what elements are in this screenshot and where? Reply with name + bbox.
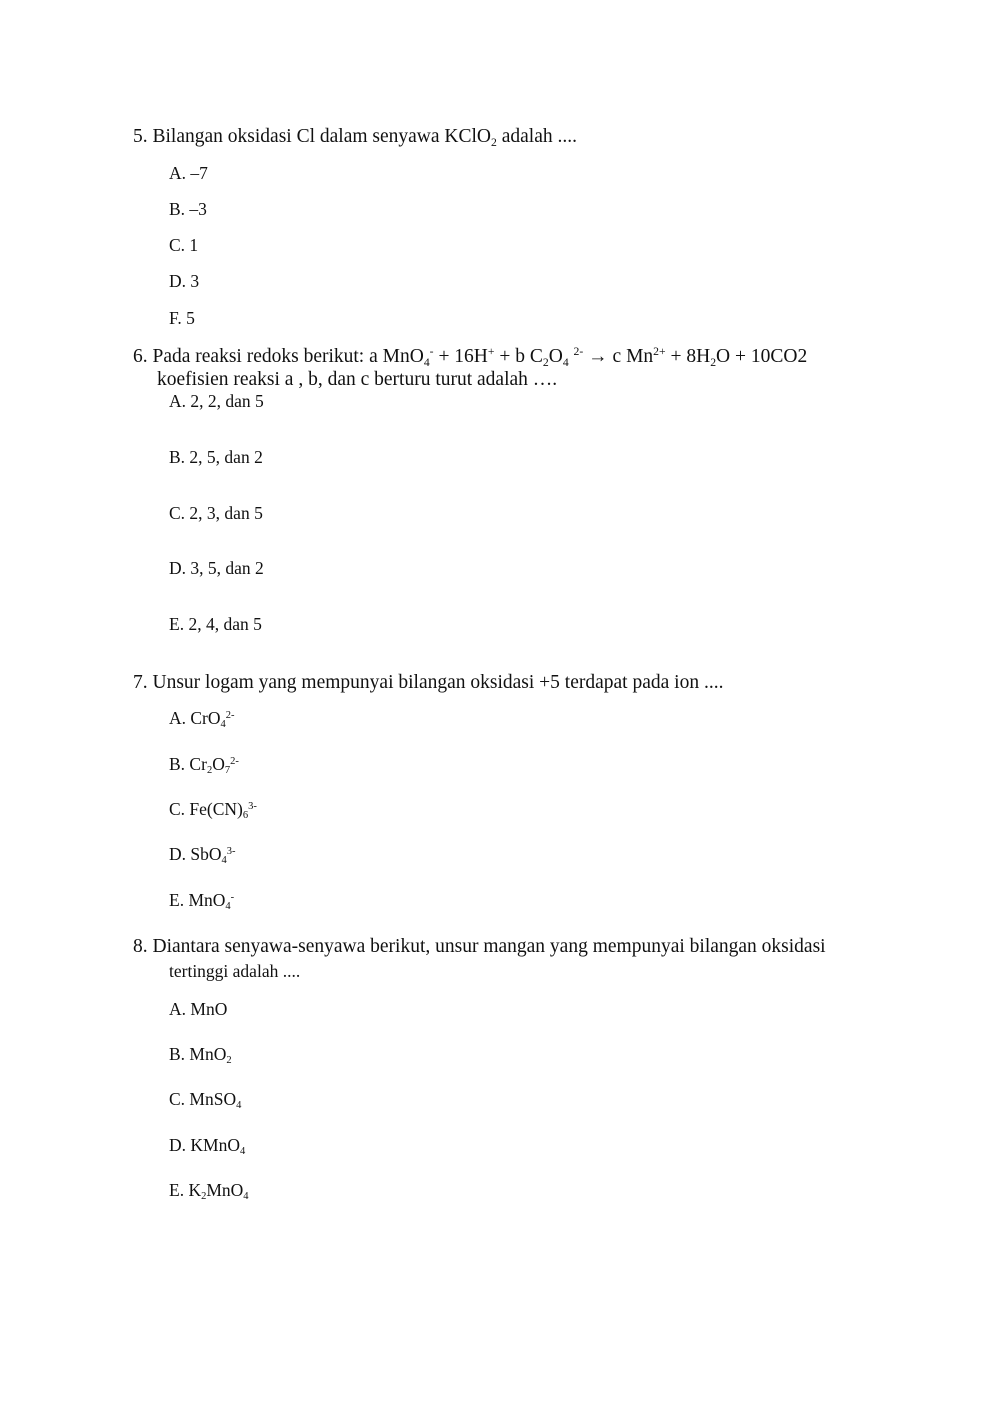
question-7-option-b[interactable]: B. $Cr_2O_7^{2-}$ [169,754,239,777]
question-5-option-f[interactable]: F. 5 [169,308,195,328]
question-7-option-d[interactable]: D. SbO$_4^{3-}$ [169,844,236,867]
question-8-stem-line1: 8. Diantara senyawa-senyawa berikut, unsur mangan yang mempunyai bilangan oksidasi [133,936,826,957]
question-8-option-e[interactable]: E. $K_2MnO_4$ [169,1180,249,1203]
question-8-option-d[interactable]: D. KMnO$_4$ [169,1135,246,1158]
question-6-option-a[interactable]: A. 2, 2, dan 5 [169,391,264,411]
question-8-option-a[interactable]: A. MnO [169,999,228,1019]
question-7-option-a[interactable]: A. CrO$_4^{2-}$ [169,708,235,731]
question-7-stem: 7. Unsur logam yang mempunyai bilangan oksidasi +5 terdapat pada ion .... [133,672,724,693]
question-5-stem: 5. Bilangan oksidasi Cl dalam senyawa KClO$_2$ adalah .... [133,126,577,149]
question-6-stem-line1: 6. Pada reaksi redoks berikut: a MnO$_4$- + 16H+ + b $C_2O_4$ $^{2-}$ → c $Mn^{2+} + 8H_2O + 10CO2$ [133,344,808,369]
question-8-option-b[interactable]: B. MnO$_2$ [169,1044,232,1067]
question-5-option-d[interactable]: D. 3 [169,271,200,291]
question-8-option-c[interactable]: C. MnSO$_4$ [169,1089,242,1112]
question-6-option-b[interactable]: B. 2, 5, dan 2 [169,447,263,467]
question-7-option-c[interactable]: C. $Fe(CN)_6^{3-}$ [169,799,257,822]
question-6-option-c[interactable]: C. 2, 3, dan 5 [169,503,263,523]
question-8-stem-line2: tertinggi adalah .... [169,961,301,981]
question-5-option-a[interactable]: A. –7 [169,163,208,183]
question-5-option-c[interactable]: C. 1 [169,235,199,255]
question-6-option-e[interactable]: E. 2, 4, dan 5 [169,614,262,634]
question-6-option-d[interactable]: D. 3, 5, dan 2 [169,558,264,578]
question-5-option-b[interactable]: B. –3 [169,199,207,219]
question-7-option-e[interactable]: E. MnO$_4$- [169,890,235,913]
question-6-stem-line2: koefisien reaksi a , b, dan c berturu turut adalah …. [157,369,558,390]
